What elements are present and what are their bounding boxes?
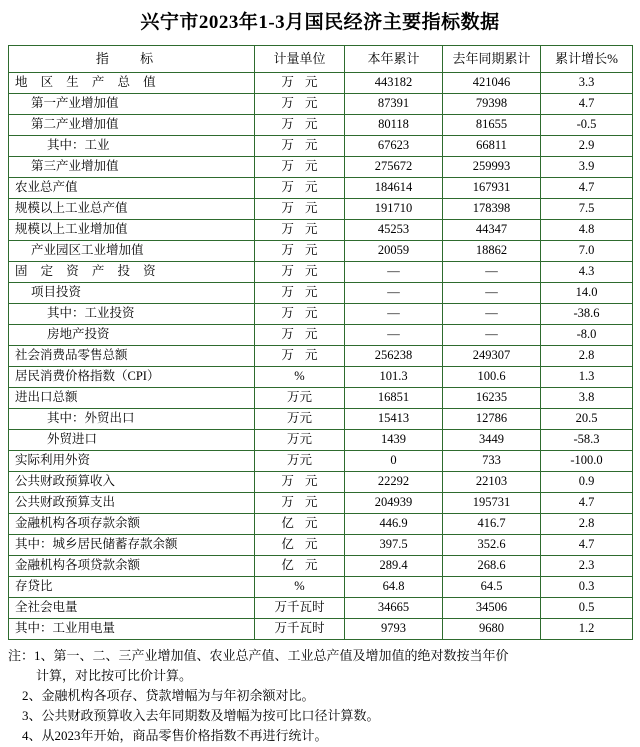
cell-current: 67623 (345, 135, 443, 156)
cell-growth: 3.9 (541, 156, 633, 177)
cell-previous: — (443, 324, 541, 345)
table-row (9, 429, 633, 450)
table-row (9, 597, 633, 618)
cell-growth: 7.0 (541, 240, 633, 261)
table-row (9, 534, 633, 555)
cell-unit: 万 元 (255, 492, 345, 513)
cell-unit: 亿 元 (255, 534, 345, 555)
cell-growth: 1.2 (541, 618, 633, 639)
cell-growth: 0.3 (541, 576, 633, 597)
cell-growth: 2.8 (541, 345, 633, 366)
cell-indicator: 全社会电量 (9, 597, 255, 618)
cell-unit: 万 元 (255, 303, 345, 324)
cell-growth: 7.5 (541, 198, 633, 219)
cell-indicator: 地 区 生 产 总 值 (9, 72, 255, 93)
cell-unit: 万 元 (255, 324, 345, 345)
cell-growth: 4.7 (541, 492, 633, 513)
table-row (9, 471, 633, 492)
cell-growth: 3.8 (541, 387, 633, 408)
note-line: 4、从2023年开始，商品零售价格指数不再进行统计。 (22, 728, 328, 744)
cell-current: 1439 (345, 429, 443, 450)
table-row (9, 240, 633, 261)
table-row (9, 513, 633, 534)
cell-unit: % (255, 366, 345, 387)
cell-growth: 0.5 (541, 597, 633, 618)
cell-unit: 万 元 (255, 114, 345, 135)
cell-current: 289.4 (345, 555, 443, 576)
note-line: 注：1、第一、二、三产业增加值、农业总产值、工业总产值及增加值的绝对数按当年价 (8, 647, 509, 663)
cell-current: 80118 (345, 114, 443, 135)
cell-previous: — (443, 303, 541, 324)
cell-current: 397.5 (345, 534, 443, 555)
cell-previous: 34506 (443, 597, 541, 618)
cell-current: 16851 (345, 387, 443, 408)
table-body (9, 72, 633, 639)
cell-previous: 733 (443, 450, 541, 471)
column-header-previous: 去年同期累计 (443, 45, 541, 72)
note-line: 2、金融机构各项存、贷款增幅为与年初余额对比。 (22, 688, 315, 704)
cell-growth: -8.0 (541, 324, 633, 345)
cell-indicator: 第三产业增加值 (9, 156, 255, 177)
cell-unit: 万 元 (255, 471, 345, 492)
table-row (9, 261, 633, 282)
table-row (9, 72, 633, 93)
economic-indicators-table (8, 45, 633, 640)
table-row (9, 345, 633, 366)
cell-unit: 万元 (255, 387, 345, 408)
cell-growth: 4.7 (541, 534, 633, 555)
table-row (9, 303, 633, 324)
table-row (9, 492, 633, 513)
cell-indicator: 第一产业增加值 (9, 93, 255, 114)
note-line: 3、公共财政预算收入去年同期数及增幅为按可比口径计算数。 (22, 708, 380, 724)
table-header (9, 45, 633, 72)
cell-unit: 万千瓦时 (255, 618, 345, 639)
cell-current: 22292 (345, 471, 443, 492)
cell-growth: -58.3 (541, 429, 633, 450)
cell-indicator: 产业园区工业增加值 (9, 240, 255, 261)
cell-current: 204939 (345, 492, 443, 513)
cell-indicator: 规模以上工业总产值 (9, 198, 255, 219)
cell-growth: 0.9 (541, 471, 633, 492)
cell-previous: 195731 (443, 492, 541, 513)
cell-previous: — (443, 261, 541, 282)
cell-current: 0 (345, 450, 443, 471)
cell-previous: 81655 (443, 114, 541, 135)
cell-indicator: 其中：外贸出口 (9, 408, 255, 429)
cell-indicator: 其中：工业 (9, 135, 255, 156)
cell-current: 45253 (345, 219, 443, 240)
cell-previous: 66811 (443, 135, 541, 156)
cell-growth: 14.0 (541, 282, 633, 303)
cell-growth: -100.0 (541, 450, 633, 471)
note-line: 计算，对比按可比价计算。 (36, 667, 193, 683)
cell-indicator: 规模以上工业增加值 (9, 219, 255, 240)
cell-current: 256238 (345, 345, 443, 366)
cell-indicator: 社会消费品零售总额 (9, 345, 255, 366)
cell-indicator: 公共财政预算支出 (9, 492, 255, 513)
cell-previous: — (443, 282, 541, 303)
cell-indicator: 实际利用外资 (9, 450, 255, 471)
cell-previous: 352.6 (443, 534, 541, 555)
cell-previous: 79398 (443, 93, 541, 114)
table-row (9, 618, 633, 639)
column-header-current: 本年累计 (345, 45, 443, 72)
table-row (9, 450, 633, 471)
cell-indicator: 农业总产值 (9, 177, 255, 198)
cell-previous: 12786 (443, 408, 541, 429)
cell-indicator: 其中：城乡居民储蓄存款余额 (9, 534, 255, 555)
table-row (9, 177, 633, 198)
cell-unit: 亿 元 (255, 513, 345, 534)
cell-previous: 100.6 (443, 366, 541, 387)
cell-growth: 2.8 (541, 513, 633, 534)
column-header-indicator: 指 标 (9, 45, 255, 72)
cell-unit: 万 元 (255, 135, 345, 156)
cell-unit: 万 元 (255, 282, 345, 303)
cell-growth: 2.3 (541, 555, 633, 576)
table-row (9, 198, 633, 219)
cell-unit: 万 元 (255, 198, 345, 219)
cell-current: — (345, 324, 443, 345)
cell-unit: 万 元 (255, 93, 345, 114)
cell-indicator: 进出口总额 (9, 387, 255, 408)
cell-unit: 万元 (255, 450, 345, 471)
cell-indicator: 其中：工业投资 (9, 303, 255, 324)
cell-indicator: 外贸进口 (9, 429, 255, 450)
cell-current: 20059 (345, 240, 443, 261)
table-row (9, 156, 633, 177)
cell-growth: 4.7 (541, 93, 633, 114)
column-header-growth: 累计增长% (541, 45, 633, 72)
notes-section (8, 646, 632, 747)
cell-previous: 16235 (443, 387, 541, 408)
cell-indicator: 金融机构各项存款余额 (9, 513, 255, 534)
column-header-unit: 计量单位 (255, 45, 345, 72)
cell-previous: 64.5 (443, 576, 541, 597)
cell-current: 446.9 (345, 513, 443, 534)
cell-growth: 3.3 (541, 72, 633, 93)
cell-unit: % (255, 576, 345, 597)
cell-current: 34665 (345, 597, 443, 618)
cell-current: — (345, 261, 443, 282)
cell-current: — (345, 303, 443, 324)
cell-previous: 416.7 (443, 513, 541, 534)
cell-indicator: 存贷比 (9, 576, 255, 597)
cell-current: — (345, 282, 443, 303)
table-row (9, 93, 633, 114)
cell-growth: 2.9 (541, 135, 633, 156)
table-row (9, 555, 633, 576)
cell-unit: 万 元 (255, 240, 345, 261)
cell-current: 9793 (345, 618, 443, 639)
cell-indicator: 居民消费价格指数（CPI） (9, 366, 255, 387)
table-row (9, 114, 633, 135)
table-row (9, 324, 633, 345)
cell-growth: 4.7 (541, 177, 633, 198)
cell-previous: 178398 (443, 198, 541, 219)
cell-previous: 421046 (443, 72, 541, 93)
table-row (9, 282, 633, 303)
cell-indicator: 公共财政预算收入 (9, 471, 255, 492)
cell-current: 87391 (345, 93, 443, 114)
cell-unit: 万 元 (255, 156, 345, 177)
table-row (9, 135, 633, 156)
table-row (9, 219, 633, 240)
cell-current: 15413 (345, 408, 443, 429)
table-row (9, 366, 633, 387)
cell-previous: 167931 (443, 177, 541, 198)
cell-unit: 万 元 (255, 72, 345, 93)
cell-unit: 万 元 (255, 345, 345, 366)
cell-indicator: 其中：工业用电量 (9, 618, 255, 639)
table-row (9, 408, 633, 429)
cell-current: 101.3 (345, 366, 443, 387)
cell-previous: 44347 (443, 219, 541, 240)
cell-indicator: 固 定 资 产 投 资 (9, 261, 255, 282)
cell-indicator: 第二产业增加值 (9, 114, 255, 135)
cell-current: 191710 (345, 198, 443, 219)
cell-indicator: 项目投资 (9, 282, 255, 303)
cell-unit: 万元 (255, 408, 345, 429)
cell-growth: -38.6 (541, 303, 633, 324)
cell-growth: 1.3 (541, 366, 633, 387)
cell-previous: 249307 (443, 345, 541, 366)
cell-previous: 22103 (443, 471, 541, 492)
page-title: 兴宁市2023年1-3月国民经济主要指标数据 (140, 12, 500, 33)
cell-indicator: 金融机构各项贷款余额 (9, 555, 255, 576)
cell-previous: 268.6 (443, 555, 541, 576)
cell-growth: 4.3 (541, 261, 633, 282)
cell-unit: 万千瓦时 (255, 597, 345, 618)
cell-growth: 20.5 (541, 408, 633, 429)
cell-previous: 3449 (443, 429, 541, 450)
cell-unit: 万元 (255, 429, 345, 450)
cell-current: 443182 (345, 72, 443, 93)
cell-current: 64.8 (345, 576, 443, 597)
cell-unit: 万 元 (255, 219, 345, 240)
cell-indicator: 房地产投资 (9, 324, 255, 345)
cell-unit: 亿 元 (255, 555, 345, 576)
table-header-row (9, 45, 633, 72)
cell-previous: 259993 (443, 156, 541, 177)
table-row (9, 576, 633, 597)
cell-current: 184614 (345, 177, 443, 198)
cell-growth: 4.8 (541, 219, 633, 240)
cell-previous: 18862 (443, 240, 541, 261)
cell-current: 275672 (345, 156, 443, 177)
cell-previous: 9680 (443, 618, 541, 639)
cell-unit: 万 元 (255, 261, 345, 282)
table-row (9, 387, 633, 408)
cell-growth: -0.5 (541, 114, 633, 135)
cell-unit: 万 元 (255, 177, 345, 198)
